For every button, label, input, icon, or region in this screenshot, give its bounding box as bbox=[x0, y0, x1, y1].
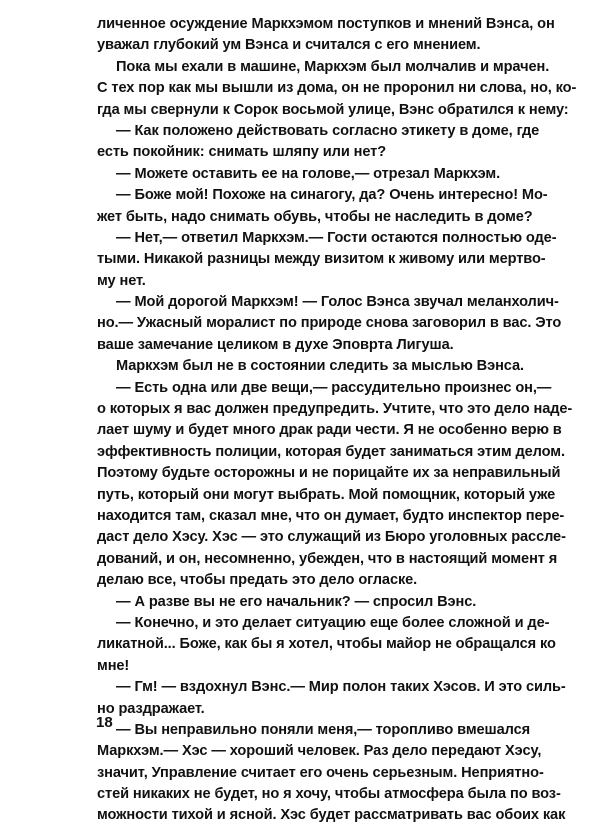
text-line: мне! bbox=[97, 657, 130, 674]
text-line: значит, Управление считает его очень серьезным. Неприятно- bbox=[97, 764, 544, 781]
text-line: — Конечно, и это делает ситуацию еще более сложной и де- bbox=[116, 614, 550, 631]
text-line: можности тихой и ясной. Хэс будет рассматривать вас обоих как bbox=[97, 807, 566, 824]
text-line: есть покойник: снимать шляпу или нет? bbox=[97, 144, 387, 161]
text-line: — А разве вы не его начальник? — спросил Вэнс. bbox=[116, 593, 477, 610]
text-line: ликатной... Боже, как бы я хотел, чтобы майор не обращался ко bbox=[97, 636, 556, 653]
text-line: Маркхэм был не в состоянии следить за мыслью Вэнса. bbox=[116, 358, 524, 375]
text-line: Маркхэм.— Хэс — хороший человек. Раз дело передают Хэсу, bbox=[97, 743, 542, 760]
text-line: но раздражает. bbox=[97, 700, 205, 717]
text-line: гда мы свернули к Сорок восьмой улице, Вэнс обратился к нему: bbox=[97, 101, 569, 118]
text-line: тыми. Никакой разницы между визитом к живому или мертво- bbox=[97, 251, 546, 268]
text-line: — Гм! — вздохнул Вэнс.— Мир полон таких Хэсов. И это силь- bbox=[116, 679, 566, 696]
text-line: эффективность полиции, которая будет заниматься этим делом. bbox=[97, 443, 565, 460]
text-line: му нет. bbox=[97, 272, 146, 289]
text-line: ваше замечание целиком в духе Эповрта Лигуша. bbox=[97, 336, 454, 353]
page-number: 18 bbox=[96, 714, 113, 731]
text-line: — Можете оставить ее на голове,— отрезал Маркхэм. bbox=[116, 165, 501, 182]
text-line: дований, и он, несомненно, убежден, что в настоящий момент я bbox=[97, 550, 558, 567]
text-line: личенное осуждение Маркхэмом поступков и мнений Вэнса, он bbox=[97, 16, 555, 32]
text-line: делаю все, чтобы предать это дело огласке. bbox=[97, 572, 418, 589]
text-line: — Есть одна или две вещи,— рассудительно произнес он,— bbox=[116, 379, 552, 396]
text-line: — Вы неправильно поняли меня,— торопливо вмешался bbox=[116, 721, 531, 738]
text-line: стей никаких не будет, но я хочу, чтобы атмосфера была по воз- bbox=[97, 786, 561, 803]
text-line: даст дело Хэсу. Хэс — это служащий из Бюро уголовных рассле- bbox=[97, 529, 566, 546]
text-line: Поэтому будьте осторожны и не порицайте их за неправильный bbox=[97, 465, 561, 482]
text-line: путь, который они могут выбрать. Мой помощник, который уже bbox=[97, 486, 556, 503]
text-line: но.— Ужасный моралист по природе снова заговорил в вас. Это bbox=[97, 315, 562, 332]
text-line: Пока мы ехали в машине, Маркхэм был молчалив и мрачен. bbox=[116, 58, 550, 75]
text-line: С тех пор как мы вышли из дома, он не проронил ни слова, но, ко- bbox=[97, 80, 577, 97]
book-page bbox=[97, 14, 577, 827]
text-line: жет быть, надо снимать обувь, чтобы не наследить в доме? bbox=[97, 208, 533, 225]
text-line: — Боже мой! Похоже на синагогу, да? Очень интересно! Мо- bbox=[116, 187, 548, 204]
text-line: лает шуму и будет много драк ради чести. Я не особенно верю в bbox=[97, 422, 562, 439]
text-line: уважал глубокий ум Вэнса и считался с его мнением. bbox=[97, 37, 481, 54]
text-line: — Нет,— ответил Маркхэм.— Гости остаются полностью оде- bbox=[116, 229, 557, 246]
text-line: — Как положено действовать согласно этикету в доме, где bbox=[116, 122, 540, 139]
text-line: находится там, сказал мне, что он думает, будто инспектор пере- bbox=[97, 507, 565, 524]
text-line: о которых я вас должен предупредить. Учтите, что это дело наде- bbox=[97, 401, 573, 418]
text-line: — Мой дорогой Маркхэм! — Голос Вэнса звучал меланхолич- bbox=[116, 294, 559, 311]
